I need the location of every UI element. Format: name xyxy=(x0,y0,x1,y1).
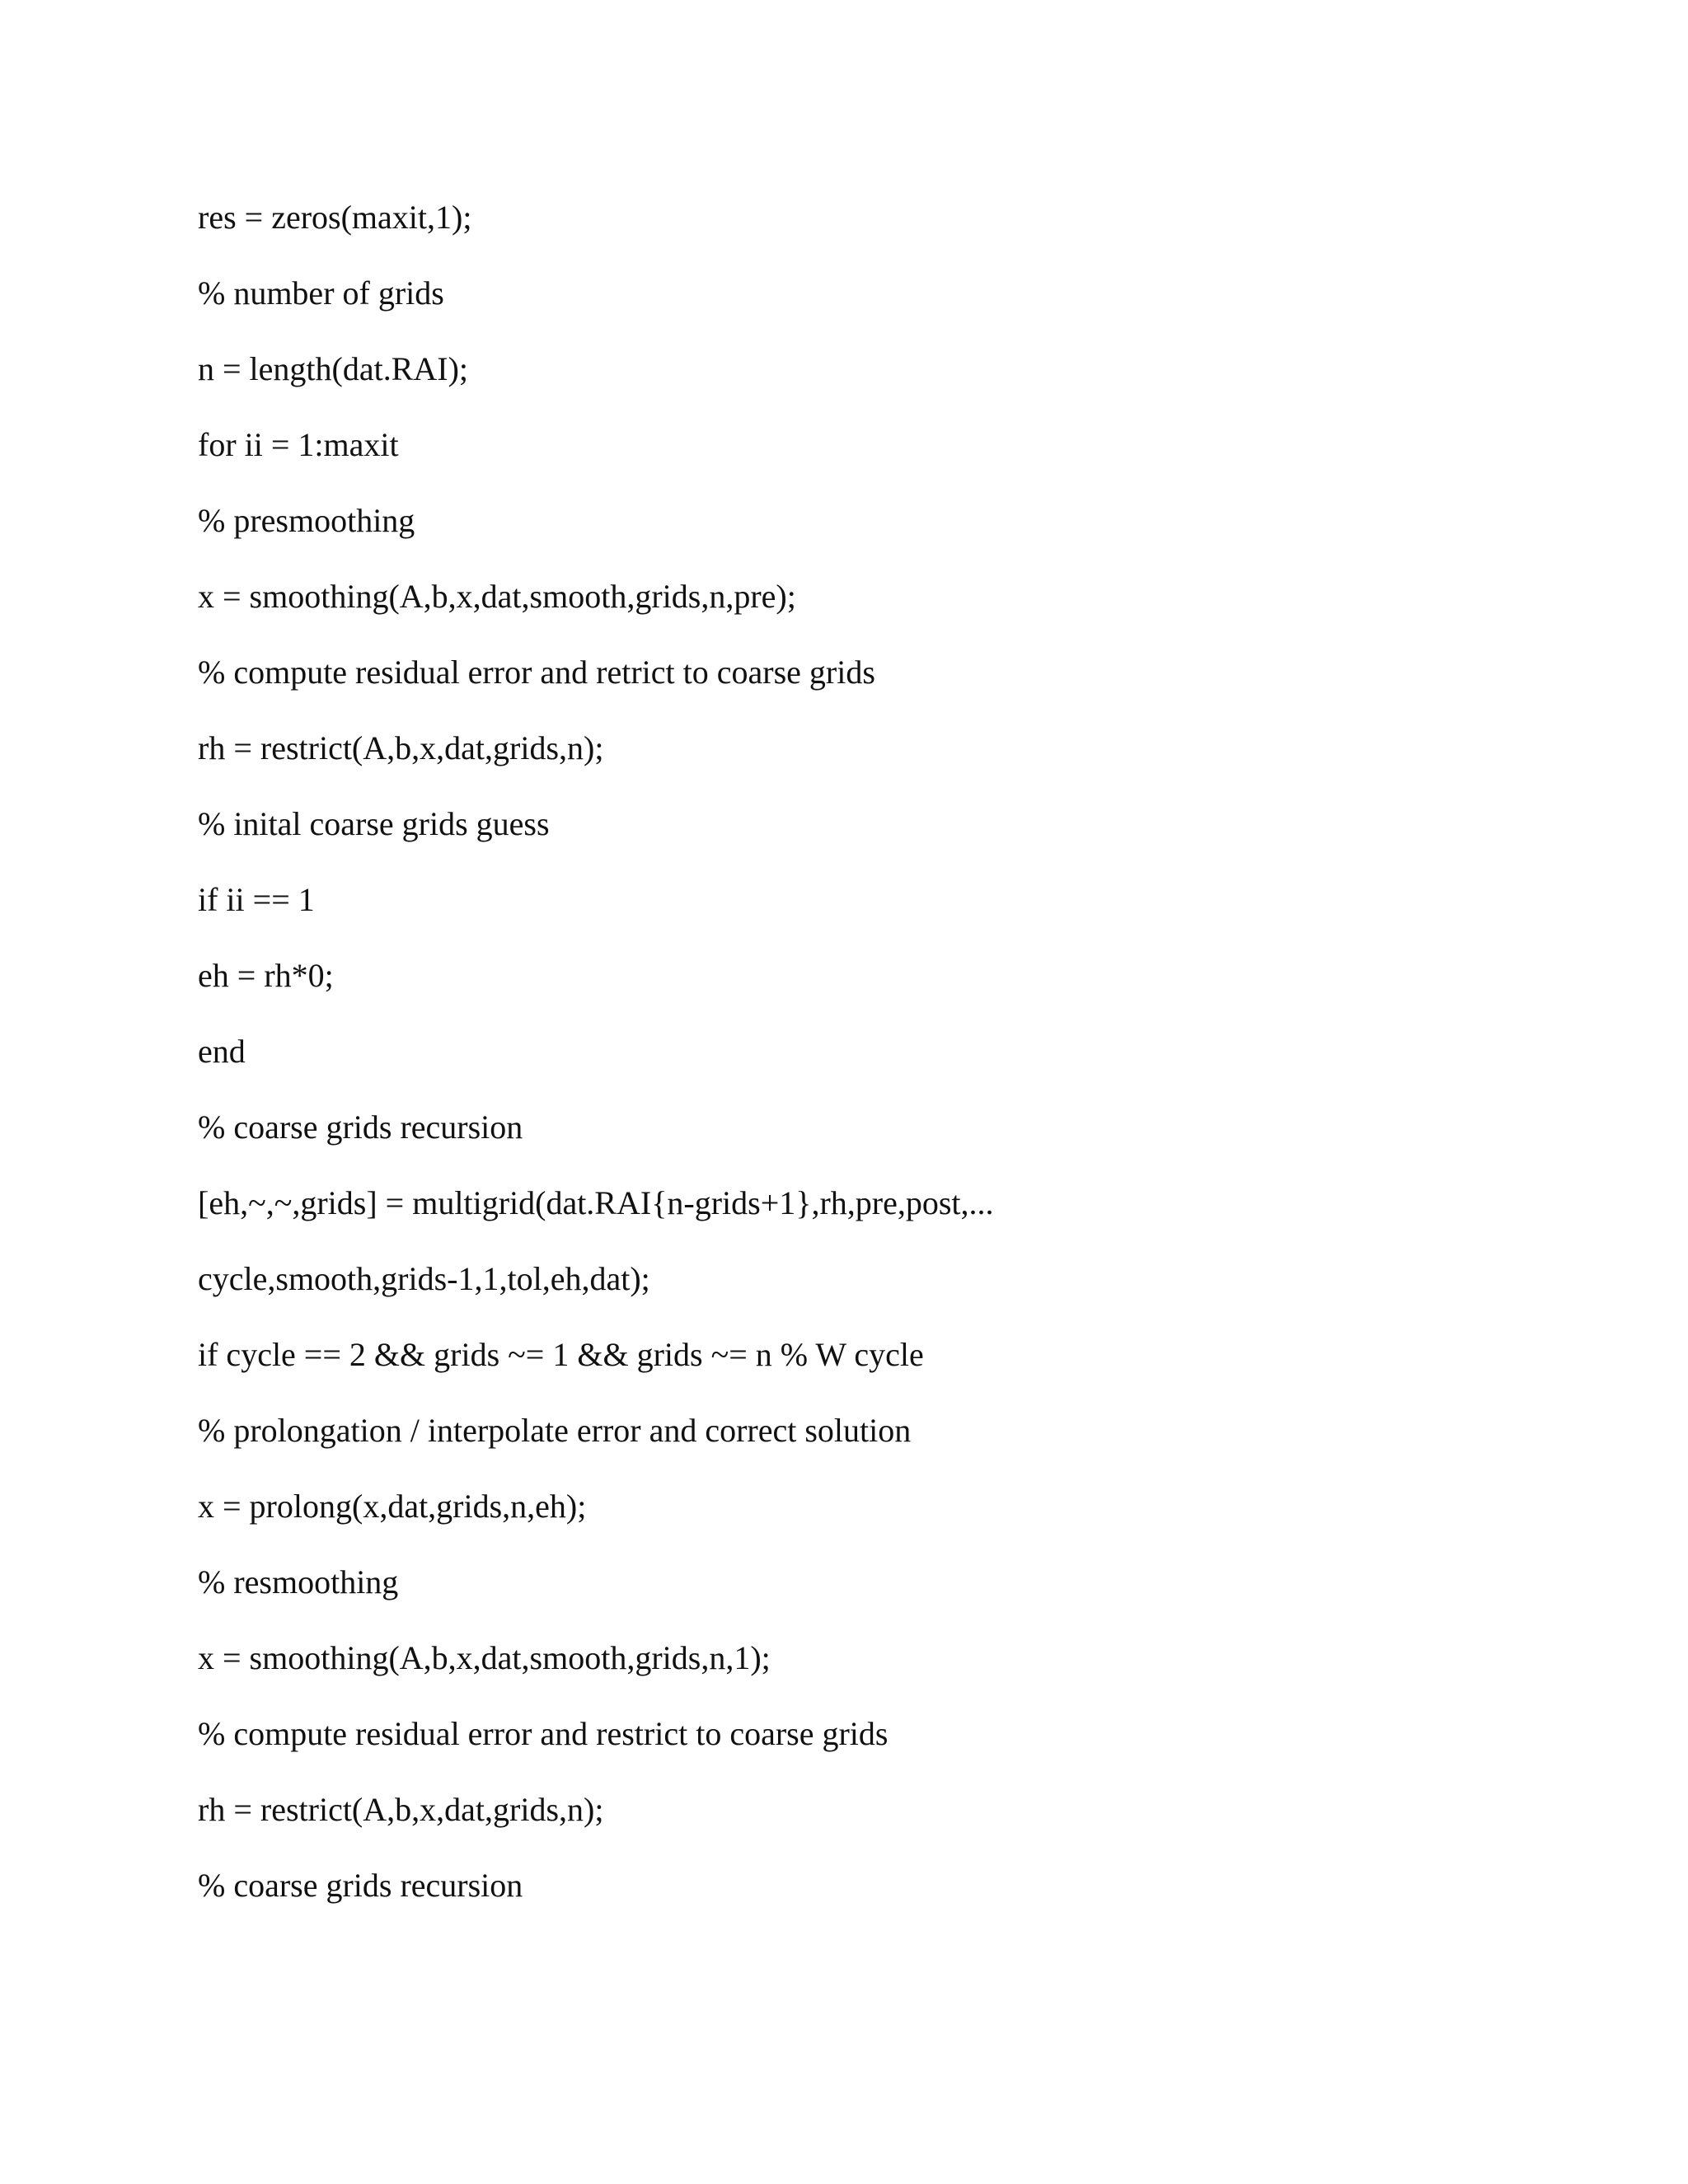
code-line-16: if cycle == 2 && grids ~= 1 && grids ~= n % W cycle xyxy=(198,1336,924,1373)
code-line-4: for ii = 1:maxit xyxy=(198,426,399,463)
code-line-13: % coarse grids recursion xyxy=(198,1108,523,1146)
code-line-7: % compute residual error and retrict to coarse grids xyxy=(198,654,875,691)
code-line-18: x = prolong(x,dat,grids,n,eh); xyxy=(198,1488,587,1525)
code-line-1: res = zeros(maxit,1); xyxy=(198,199,472,236)
code-line-15: cycle,smooth,grids-1,1,tol,eh,dat); xyxy=(198,1260,650,1297)
code-line-9: % inital coarse grids guess xyxy=(198,805,550,842)
code-line-6: x = smoothing(A,b,x,dat,smooth,grids,n,pre); xyxy=(198,578,796,615)
code-line-10: if ii == 1 xyxy=(198,881,315,918)
code-line-23: % coarse grids recursion xyxy=(198,1867,523,1904)
code-line-19: % resmoothing xyxy=(198,1563,399,1601)
code-line-17: % prolongation / interpolate error and correct solution xyxy=(198,1412,912,1449)
code-line-2: % number of grids xyxy=(198,274,444,312)
code-listing xyxy=(198,194,1599,1938)
code-line-22: rh = restrict(A,b,x,dat,grids,n); xyxy=(198,1791,604,1828)
code-line-20: x = smoothing(A,b,x,dat,smooth,grids,n,1); xyxy=(198,1639,771,1676)
code-line-21: % compute residual error and restrict to coarse grids xyxy=(198,1715,889,1752)
code-line-14: [eh,~,~,grids] = multigrid(dat.RAI{n-grids+1},rh,pre,post,... xyxy=(198,1184,994,1221)
code-line-8: rh = restrict(A,b,x,dat,grids,n); xyxy=(198,729,604,766)
code-line-11: eh = rh*0; xyxy=(198,957,334,994)
code-line-5: % presmoothing xyxy=(198,502,415,539)
code-line-3: n = length(dat.RAI); xyxy=(198,350,469,387)
code-line-12: end xyxy=(198,1033,246,1070)
